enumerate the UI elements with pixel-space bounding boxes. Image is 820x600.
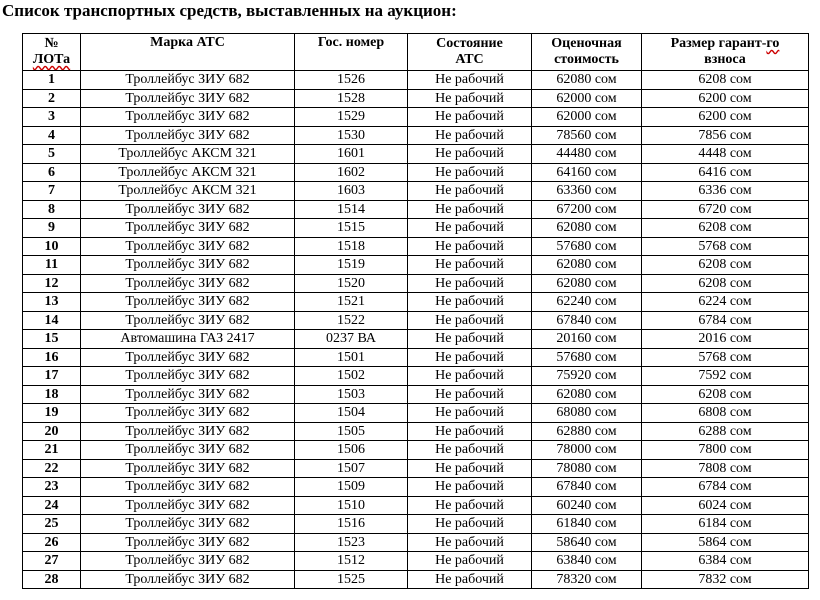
cell-brand: Троллейбус ЗИУ 682 [81,71,295,90]
cell-lot-number: 5 [23,145,81,164]
cell-plate: 1507 [295,459,408,478]
cell-state: Не рабочий [408,367,532,386]
table-row [23,126,809,145]
cell-guarantee-fee: 6200 сом [642,108,809,127]
cell-state: Не рабочий [408,496,532,515]
cell-guarantee-fee: 6288 сом [642,422,809,441]
header-lot-line2: ЛОТа [32,52,71,67]
cell-value: 64160 сом [532,163,642,182]
cell-guarantee-fee: 7592 сом [642,367,809,386]
cell-value: 78000 сом [532,441,642,460]
cell-plate: 1504 [295,404,408,423]
table-row [23,459,809,478]
cell-state: Не рабочий [408,274,532,293]
cell-value: 62880 сом [532,422,642,441]
cell-brand: Троллейбус ЗИУ 682 [81,367,295,386]
cell-state: Не рабочий [408,330,532,349]
cell-value: 62080 сом [532,71,642,90]
cell-lot-number: 27 [23,552,81,571]
cell-value: 63840 сом [532,552,642,571]
header-value-line2: стоимость [554,52,619,67]
table-row [23,570,809,589]
table-row [23,515,809,534]
cell-brand: Троллейбус АКСМ 321 [81,145,295,164]
cell-guarantee-fee: 7800 сом [642,441,809,460]
cell-lot-number: 25 [23,515,81,534]
cell-state: Не рабочий [408,89,532,108]
header-state [408,34,532,71]
cell-brand: Троллейбус ЗИУ 682 [81,515,295,534]
cell-value: 62080 сом [532,256,642,275]
cell-guarantee-fee: 6720 сом [642,200,809,219]
table-row [23,89,809,108]
cell-brand: Троллейбус ЗИУ 682 [81,478,295,497]
cell-lot-number: 8 [23,200,81,219]
table-row [23,256,809,275]
table-row [23,330,809,349]
cell-state: Не рабочий [408,422,532,441]
cell-lot-number: 7 [23,182,81,201]
cell-lot-number: 17 [23,367,81,386]
cell-plate: 1523 [295,533,408,552]
cell-brand: Троллейбус ЗИУ 682 [81,552,295,571]
header-guarantee-line1-marked: го [766,36,780,51]
cell-value: 61840 сом [532,515,642,534]
cell-lot-number: 28 [23,570,81,589]
cell-value: 62080 сом [532,219,642,238]
header-lot-line1: № [44,36,59,51]
table-row [23,145,809,164]
cell-value: 78080 сом [532,459,642,478]
cell-guarantee-fee: 7808 сом [642,459,809,478]
header-state-line2: АТС [455,52,484,67]
cell-brand: Троллейбус ЗИУ 682 [81,348,295,367]
table-row [23,293,809,312]
table-row [23,237,809,256]
cell-brand: Троллейбус ЗИУ 682 [81,108,295,127]
table-row [23,219,809,238]
cell-plate: 1603 [295,182,408,201]
header-lot-number [23,34,81,71]
cell-state: Не рабочий [408,404,532,423]
cell-guarantee-fee: 7832 сом [642,570,809,589]
cell-lot-number: 2 [23,89,81,108]
cell-plate: 1520 [295,274,408,293]
cell-lot-number: 1 [23,71,81,90]
cell-brand: Троллейбус АКСМ 321 [81,182,295,201]
cell-lot-number: 14 [23,311,81,330]
cell-plate: 1501 [295,348,408,367]
cell-plate: 1515 [295,219,408,238]
cell-state: Не рабочий [408,145,532,164]
cell-lot-number: 26 [23,533,81,552]
cell-value: 62080 сом [532,385,642,404]
cell-state: Не рабочий [408,182,532,201]
cell-brand: Троллейбус ЗИУ 682 [81,570,295,589]
table-row [23,422,809,441]
table-row [23,533,809,552]
cell-plate: 1522 [295,311,408,330]
table-row [23,404,809,423]
header-guarantee-line1 [642,36,808,52]
table-row [23,311,809,330]
cell-brand: Троллейбус ЗИУ 682 [81,293,295,312]
cell-state: Не рабочий [408,219,532,238]
cell-value: 78560 сом [532,126,642,145]
cell-brand: Троллейбус ЗИУ 682 [81,311,295,330]
cell-plate: 1526 [295,71,408,90]
header-plate: Гос. номер [295,34,408,71]
cell-state: Не рабочий [408,515,532,534]
cell-brand: Троллейбус ЗИУ 682 [81,404,295,423]
cell-value: 58640 сом [532,533,642,552]
cell-state: Не рабочий [408,200,532,219]
cell-lot-number: 22 [23,459,81,478]
cell-guarantee-fee: 5768 сом [642,348,809,367]
cell-guarantee-fee: 6184 сом [642,515,809,534]
cell-plate: 1516 [295,515,408,534]
cell-lot-number: 24 [23,496,81,515]
cell-lot-number: 16 [23,348,81,367]
cell-value: 57680 сом [532,348,642,367]
cell-brand: Троллейбус ЗИУ 682 [81,496,295,515]
cell-plate: 1518 [295,237,408,256]
cell-value: 62240 сом [532,293,642,312]
cell-value: 62000 сом [532,108,642,127]
table-row [23,182,809,201]
table-row [23,367,809,386]
cell-brand: Троллейбус ЗИУ 682 [81,219,295,238]
cell-lot-number: 18 [23,385,81,404]
cell-state: Не рабочий [408,311,532,330]
header-guarantee-line1-text: Размер гарант- [670,36,767,51]
cell-lot-number: 12 [23,274,81,293]
cell-state: Не рабочий [408,459,532,478]
cell-state: Не рабочий [408,126,532,145]
cell-value: 67840 сом [532,478,642,497]
cell-value: 78320 сом [532,570,642,589]
cell-lot-number: 23 [23,478,81,497]
cell-value: 67840 сом [532,311,642,330]
table-row [23,163,809,182]
cell-state: Не рабочий [408,293,532,312]
cell-guarantee-fee: 6784 сом [642,311,809,330]
cell-state: Не рабочий [408,71,532,90]
cell-value: 62000 сом [532,89,642,108]
cell-brand: Троллейбус ЗИУ 682 [81,422,295,441]
table-row [23,108,809,127]
cell-brand: Троллейбус ЗИУ 682 [81,89,295,108]
cell-state: Не рабочий [408,441,532,460]
cell-plate: 1602 [295,163,408,182]
cell-brand: Троллейбус АКСМ 321 [81,163,295,182]
cell-guarantee-fee: 6384 сом [642,552,809,571]
cell-plate: 1529 [295,108,408,127]
cell-lot-number: 4 [23,126,81,145]
cell-state: Не рабочий [408,108,532,127]
cell-value: 44480 сом [532,145,642,164]
cell-lot-number: 11 [23,256,81,275]
cell-plate: 1505 [295,422,408,441]
cell-lot-number: 21 [23,441,81,460]
cell-guarantee-fee: 6224 сом [642,293,809,312]
cell-plate: 1502 [295,367,408,386]
cell-state: Не рабочий [408,163,532,182]
cell-lot-number: 10 [23,237,81,256]
cell-guarantee-fee: 6208 сом [642,219,809,238]
table-body [23,71,809,589]
cell-guarantee-fee: 6416 сом [642,163,809,182]
cell-plate: 1503 [295,385,408,404]
cell-state: Не рабочий [408,533,532,552]
header-guarantee-line2: взноса [704,52,746,67]
cell-guarantee-fee: 6208 сом [642,385,809,404]
cell-value: 75920 сом [532,367,642,386]
cell-value: 63360 сом [532,182,642,201]
cell-lot-number: 15 [23,330,81,349]
table-row [23,478,809,497]
cell-brand: Троллейбус ЗИУ 682 [81,385,295,404]
cell-lot-number: 20 [23,422,81,441]
cell-brand: Троллейбус ЗИУ 682 [81,533,295,552]
cell-guarantee-fee: 6808 сом [642,404,809,423]
cell-plate: 1519 [295,256,408,275]
table-row [23,385,809,404]
cell-plate: 1512 [295,552,408,571]
cell-guarantee-fee: 5864 сом [642,533,809,552]
cell-lot-number: 19 [23,404,81,423]
cell-value: 57680 сом [532,237,642,256]
cell-brand: Троллейбус ЗИУ 682 [81,459,295,478]
cell-brand: Автомашина ГАЗ 2417 [81,330,295,349]
table-row [23,441,809,460]
cell-guarantee-fee: 6336 сом [642,182,809,201]
cell-plate: 1509 [295,478,408,497]
cell-state: Не рабочий [408,256,532,275]
cell-plate: 1506 [295,441,408,460]
header-guarantee [642,34,809,71]
header-brand: Марка АТС [81,34,295,71]
table-row [23,552,809,571]
header-value-line1: Оценочная [551,36,622,51]
cell-guarantee-fee: 5768 сом [642,237,809,256]
cell-brand: Троллейбус ЗИУ 682 [81,274,295,293]
cell-value: 68080 сом [532,404,642,423]
cell-plate: 1530 [295,126,408,145]
cell-plate: 1601 [295,145,408,164]
cell-guarantee-fee: 7856 сом [642,126,809,145]
cell-state: Не рабочий [408,385,532,404]
cell-value: 20160 сом [532,330,642,349]
cell-brand: Троллейбус ЗИУ 682 [81,256,295,275]
cell-state: Не рабочий [408,348,532,367]
cell-lot-number: 6 [23,163,81,182]
cell-plate: 1525 [295,570,408,589]
cell-brand: Троллейбус ЗИУ 682 [81,237,295,256]
table-row [23,200,809,219]
cell-state: Не рабочий [408,237,532,256]
cell-value: 67200 сом [532,200,642,219]
cell-state: Не рабочий [408,478,532,497]
header-value [532,34,642,71]
cell-plate: 1510 [295,496,408,515]
cell-guarantee-fee: 2016 сом [642,330,809,349]
cell-value: 62080 сом [532,274,642,293]
cell-guarantee-fee: 6784 сом [642,478,809,497]
cell-guarantee-fee: 6208 сом [642,71,809,90]
cell-plate: 0237 ВА [295,330,408,349]
cell-value: 60240 сом [532,496,642,515]
cell-plate: 1528 [295,89,408,108]
cell-plate: 1514 [295,200,408,219]
cell-brand: Троллейбус ЗИУ 682 [81,200,295,219]
cell-guarantee-fee: 6024 сом [642,496,809,515]
cell-guarantee-fee: 6208 сом [642,274,809,293]
vehicles-table [22,33,809,589]
cell-guarantee-fee: 6200 сом [642,89,809,108]
cell-lot-number: 13 [23,293,81,312]
cell-brand: Троллейбус ЗИУ 682 [81,126,295,145]
table-row [23,348,809,367]
table-header-row [23,34,809,71]
cell-guarantee-fee: 4448 сом [642,145,809,164]
cell-guarantee-fee: 6208 сом [642,256,809,275]
table-row [23,71,809,90]
table-row [23,274,809,293]
cell-lot-number: 9 [23,219,81,238]
cell-lot-number: 3 [23,108,81,127]
table-row [23,496,809,515]
cell-brand: Троллейбус ЗИУ 682 [81,441,295,460]
page-title: Список транспортных средств, выставленных на аукцион: [2,1,457,20]
header-state-line1: Состояние [436,36,503,51]
cell-plate: 1521 [295,293,408,312]
cell-state: Не рабочий [408,552,532,571]
cell-state: Не рабочий [408,570,532,589]
